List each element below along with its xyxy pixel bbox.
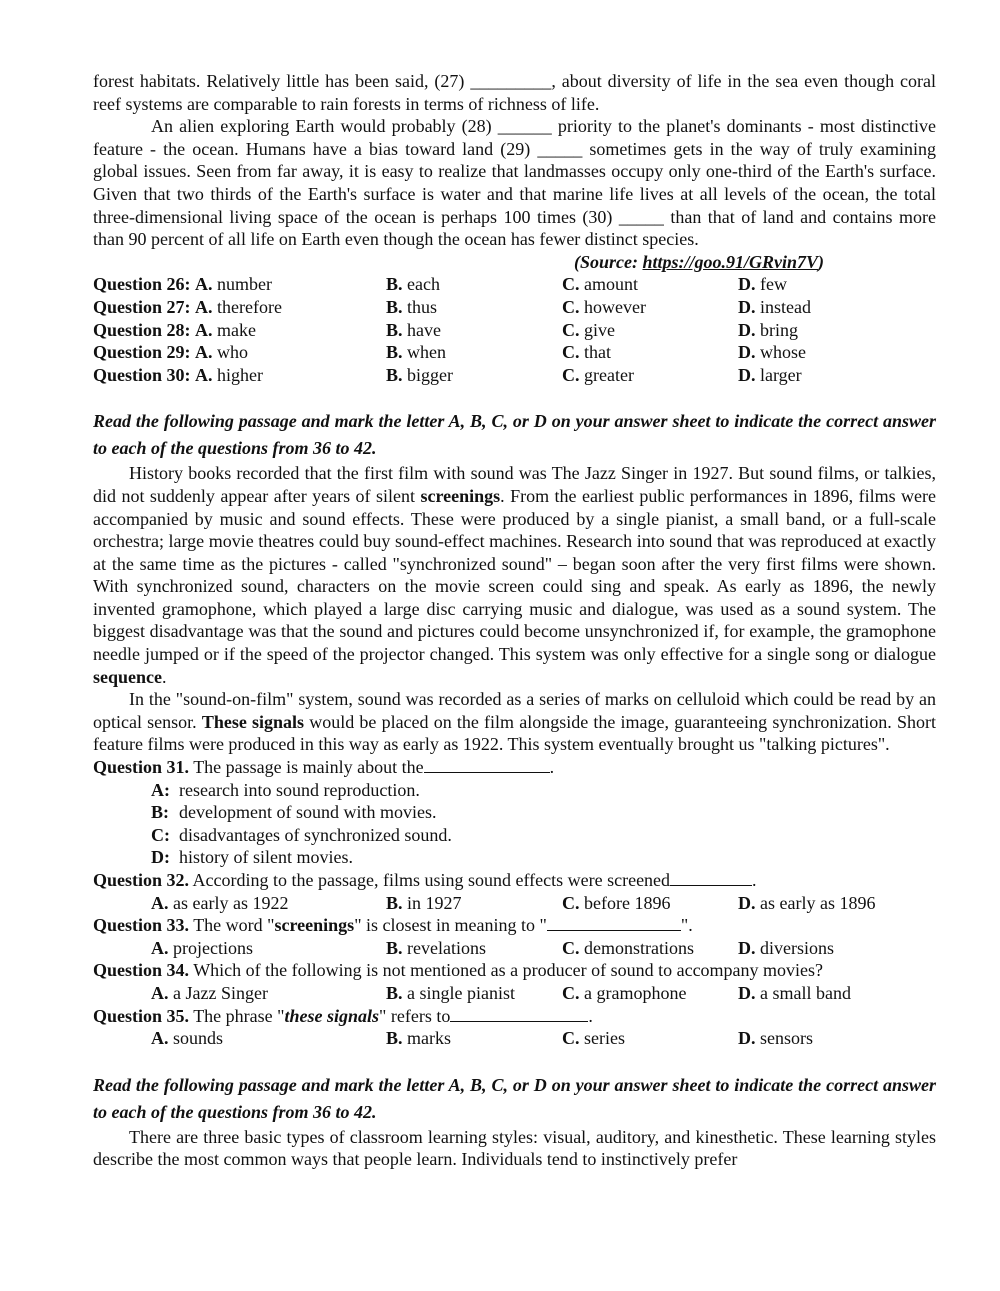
question-32-option-d[interactable]: D. as early as 1896 [738,892,876,913]
question-26-option-b[interactable]: B. each [386,274,440,295]
question-34-option-c[interactable]: C. a gramophone [562,982,687,1003]
question-35-option-b[interactable]: B. marks [386,1028,452,1049]
question-32-stem: Question 32. According to the passage, films using sound effects were screened . [93,870,757,890]
worksheet-page [93,70,936,1171]
question-27-option-b[interactable]: B. thus [386,296,438,317]
question-34-option-b[interactable]: B. a single pianist [386,982,515,1003]
question-28-option-d[interactable]: D. bring [738,319,798,340]
passage1-paragraph2: An alien exploring Earth would probably (28) ______ priority to the planet's dominants - most distinctive feature - the ocean. Humans have a bias toward land (29) _____ sometimes gets in the way of truly examining global issues. Seen from far away, it is easy to realize that landmasses occupy only one-third of the Earth's surface. Given that two thirds of the Earth's surface is water and that marine life lives at all levels of the ocean, the total three-dimensional living space of the ocean is perhaps 100 times (30) _____ than that of land and contains more than 90 percent of all life on Earth even though the ocean has fewer distinct species. [93,116,936,250]
question-32-option-c[interactable]: C. before 1896 [562,892,671,913]
question-34-option-d[interactable]: D. a small band [738,982,851,1003]
question-33-stem: Question 33. The word "screenings" is closest in meaning to " ". [93,915,693,936]
question-31-option-a[interactable]: A: research into sound reproduction. [151,779,420,800]
question-33-option-b[interactable]: B. revelations [386,937,486,958]
question-32-option-a[interactable]: A. as early as 1922 [151,892,289,913]
passage2-paragraph2: In the "sound-on-film" system, sound was recorded as a series of marks on celluloid which could be read by an optical sensor. These signals would be placed on the film alongside the image, guaranteeing synchronization. Short feature films were produced in this way as early as 1922. This system eventually brought us "talking pictures". [93,689,936,755]
question-26-option-c[interactable]: C. amount [562,274,638,295]
question-28-option-c[interactable]: C. give [562,319,615,340]
question-35-option-d[interactable]: D. sensors [738,1028,813,1049]
question-35-stem: Question 35. The phrase "these signals" refers to . [93,1005,593,1026]
passage1-paragraph1: forest habitats. Relatively little has been said, (27) _________, about diversity of life in the sea even though coral reef systems are comparable to rain forests in terms of richness of life. [93,71,936,114]
question-27-option-d[interactable]: D. instead [738,296,811,317]
section-instruction-1: Read the following passage and mark the letter A, B, C, or D on your answer sheet to indicate the correct answer to each of the questions from 36 to 42. [93,411,936,459]
section-instruction-2: Read the following passage and mark the letter A, B, C, or D on your answer sheet to indicate the correct answer to each of the questions from 36 to 42. [93,1074,936,1122]
question-30-option-a[interactable]: Question 30: A. higher [93,364,263,385]
question-30-option-c[interactable]: C. greater [562,364,634,385]
question-35-option-a[interactable]: A. sounds [151,1028,224,1049]
question-27-option-a[interactable]: Question 27: A. therefore [93,296,282,317]
question-33-option-c[interactable]: C. demonstrations [562,937,694,958]
question-33-option-a[interactable]: A. projections [151,937,253,958]
question-28-option-a[interactable]: Question 28: A. make [93,319,256,340]
question-34-stem: Question 34. Which of the following is not mentioned as a producer of sound to accompany movies? [93,960,824,981]
answer-blank [670,871,752,886]
answer-blank [547,916,681,931]
question-32-options [93,892,936,915]
question-31-option-b[interactable]: B: development of sound with movies. [151,802,437,823]
question-28-option-b[interactable]: B. have [386,319,441,340]
passage3-paragraph1: There are three basic types of classroom learning styles: visual, auditory, and kinesthetic. These learning styles describe the most common ways that people learn. Individuals tend to instinctively prefer [93,1126,936,1170]
question-30-option-d[interactable]: D. larger [738,364,802,385]
question-31-options [93,779,936,869]
question-34-options [93,982,936,1005]
question-29-option-a[interactable]: Question 29: A. who [93,342,249,363]
question-27-option-c[interactable]: C. however [562,296,646,317]
source-citation: (Source: https://goo.91/GRvin7V) [573,251,824,272]
answer-blank [450,1007,588,1022]
question-31-option-c[interactable]: C: disadvantages of synchronized sound. [151,824,452,845]
question-32-option-b[interactable]: B. in 1927 [386,892,462,913]
answer-blank [424,758,550,773]
question-26-option-d[interactable]: D. few [738,274,787,295]
question-30-option-b[interactable]: B. bigger [386,364,453,385]
question-33-option-d[interactable]: D. diversions [738,937,834,958]
question-33-options [93,937,936,960]
question-35-options [93,1027,936,1050]
passage2-paragraph1: History books recorded that the first film with sound was The Jazz Singer in 1927. But sound films, or talkies, did not suddenly appear after years of silent screenings. From the earliest public performances in 1896, films were accompanied by music and sound effects. These were produced by a single pianist, a small band, or a full-scale orchestra; large movie theatres could buy sound-effect machines. Research into sound that was reproduced at exactly at the same time as the pictures - called "synchronized sound" – began soon after the very first films were shown. With synchronized sound, characters on the movie screen could sing and speak. As early as 1896, the newly invented gramophone, which played a large disc carrying music and dialogue, was used as a sound system. The biggest disadvantage was that the sound and pictures could become unsynchronized if, for example, the gramophone needle jumped or if the speed of the projector changed. This system was only effective for a single song or dialogue sequence. [93,463,936,687]
question-31-option-d[interactable]: D: history of silent movies. [151,847,353,868]
source-link[interactable]: https://goo.91/GRvin7V [642,251,818,272]
question-29-option-d[interactable]: D. whose [738,342,806,363]
question-34-option-a[interactable]: A. a Jazz Singer [151,982,268,1003]
question-31-stem: Question 31. The passage is mainly about the . [93,757,555,778]
question-29-option-c[interactable]: C. that [562,342,611,363]
question-35-option-c[interactable]: C. series [562,1028,625,1049]
cloze-question-grid [93,273,936,386]
question-29-option-b[interactable]: B. when [386,342,447,363]
question-26-option-a[interactable]: Question 26: A. number [93,274,272,295]
